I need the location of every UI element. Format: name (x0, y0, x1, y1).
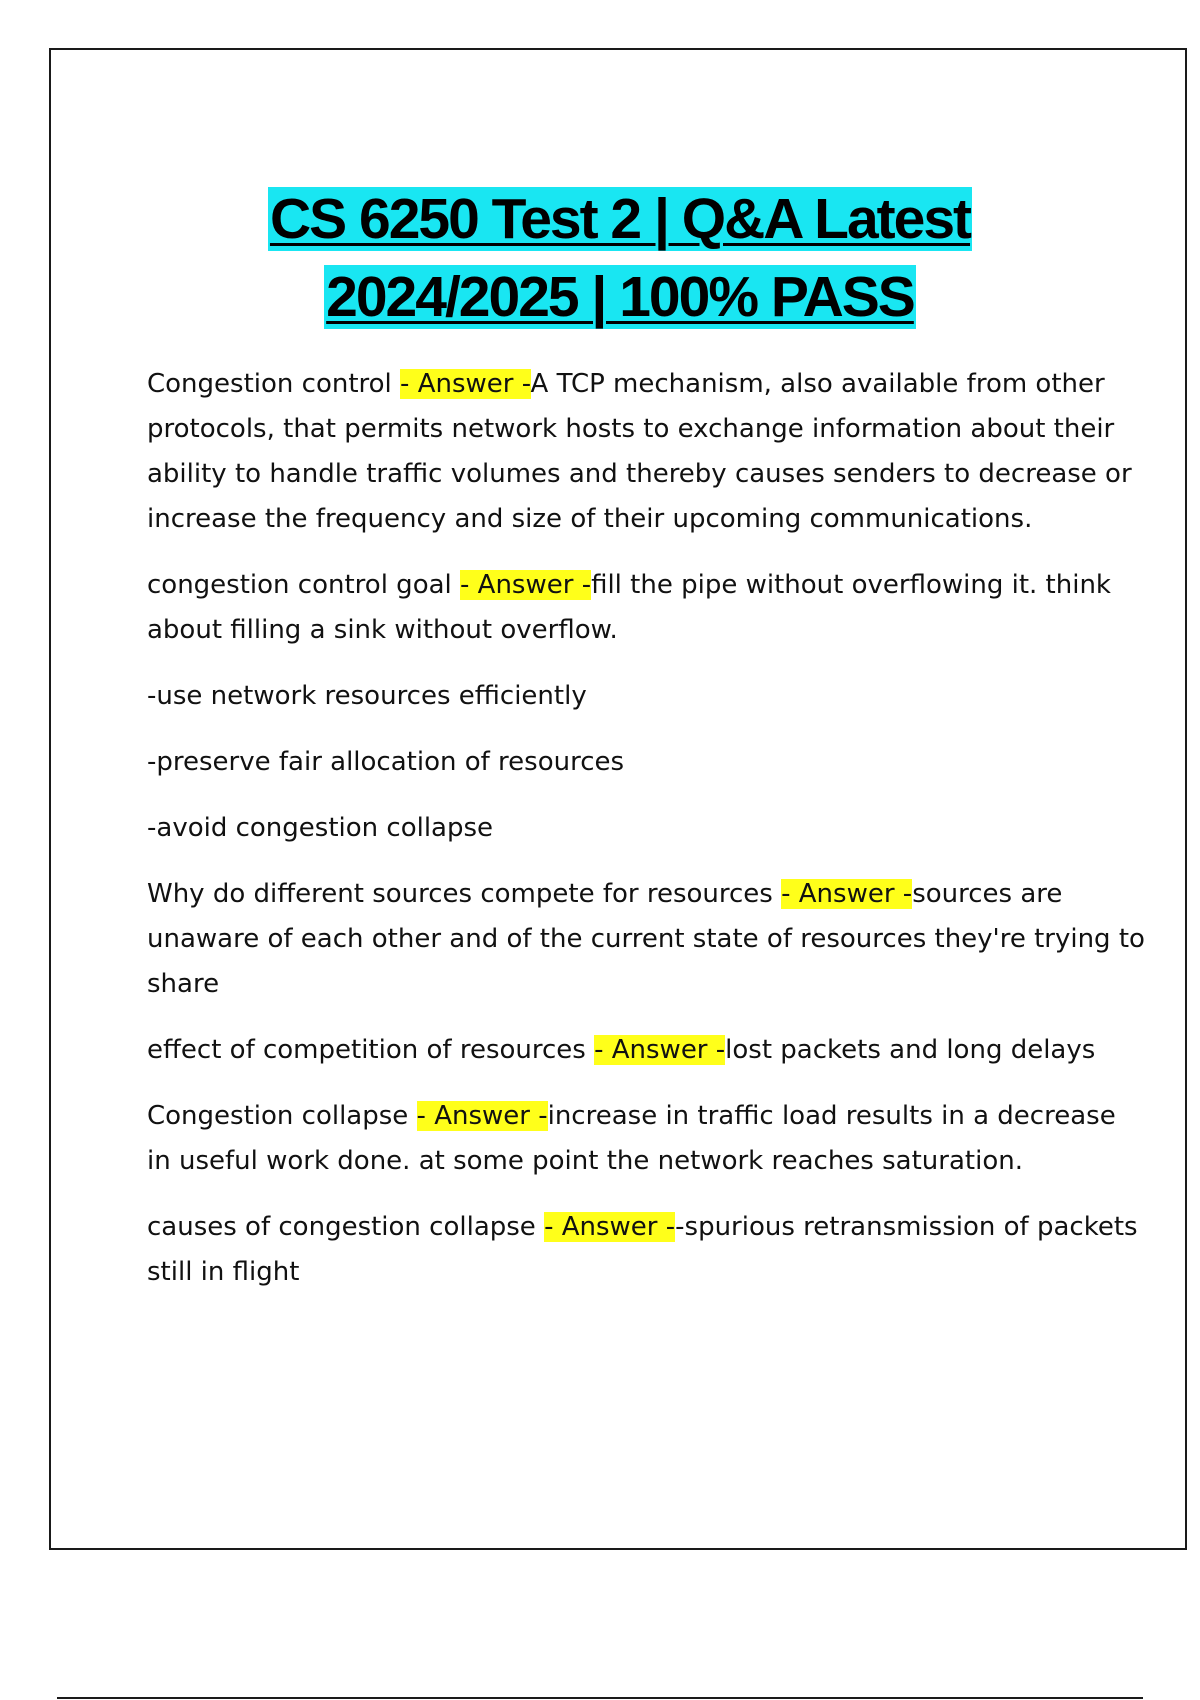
bottom-rule (57, 1697, 1143, 1699)
qa-term: effect of competition of resources (147, 1035, 595, 1065)
qa-entry (147, 1028, 1147, 1073)
qa-answer: lost packets and long delays (725, 1035, 1096, 1065)
qa-term: Congestion collapse (147, 1101, 417, 1131)
qa-term: Congestion control (147, 369, 401, 399)
page-title (51, 180, 1189, 336)
answer-marker: - Answer - (416, 1101, 548, 1131)
qa-answer: A TCP mechanism, also available from other protocols, that permits network hosts to exchange information about their ability to handle traffic volumes and thereby causes senders to decrease or increase the frequency and size of their upcoming communications. (147, 369, 1132, 534)
qa-answer: fill the pipe without overflowing it. think about filling a sink without overflow. (147, 570, 1111, 645)
title-line-1: CS 6250 Test 2 | Q&A Latest (269, 187, 971, 252)
qa-content (147, 362, 1147, 1316)
qa-entry (147, 872, 1147, 1007)
page-frame (49, 48, 1187, 1550)
answer-marker: - Answer - (781, 879, 913, 909)
answer-marker: - Answer - (594, 1035, 726, 1065)
qa-entry (147, 563, 1147, 653)
answer-marker: - Answer - (400, 369, 531, 399)
bullet-line: -use network resources efficiently (147, 681, 587, 711)
qa-entry (147, 1094, 1147, 1184)
bullet-line: -preserve fair allocation of resources (147, 747, 625, 777)
qa-answer: sources are unaware of each other and of the current state of resources they're trying to share (147, 879, 1145, 999)
title-line-2: 2024/2025 | 100% PASS (326, 265, 914, 330)
answer-marker: - Answer - (460, 570, 592, 600)
qa-term: congestion control goal (147, 570, 461, 600)
qa-entry (147, 1205, 1147, 1295)
qa-answer: increase in traffic load results in a decrease in useful work done. at some point the network reaches saturation. (147, 1101, 1116, 1176)
bullet-line: -avoid congestion collapse (147, 813, 494, 843)
qa-term: causes of congestion collapse (147, 1212, 545, 1242)
qa-answer: -spurious retransmission of packets still in flight (147, 1212, 1138, 1287)
answer-marker: - Answer - (544, 1212, 676, 1242)
qa-term: Why do different sources compete for resources (147, 879, 782, 909)
qa-entry (147, 362, 1147, 542)
